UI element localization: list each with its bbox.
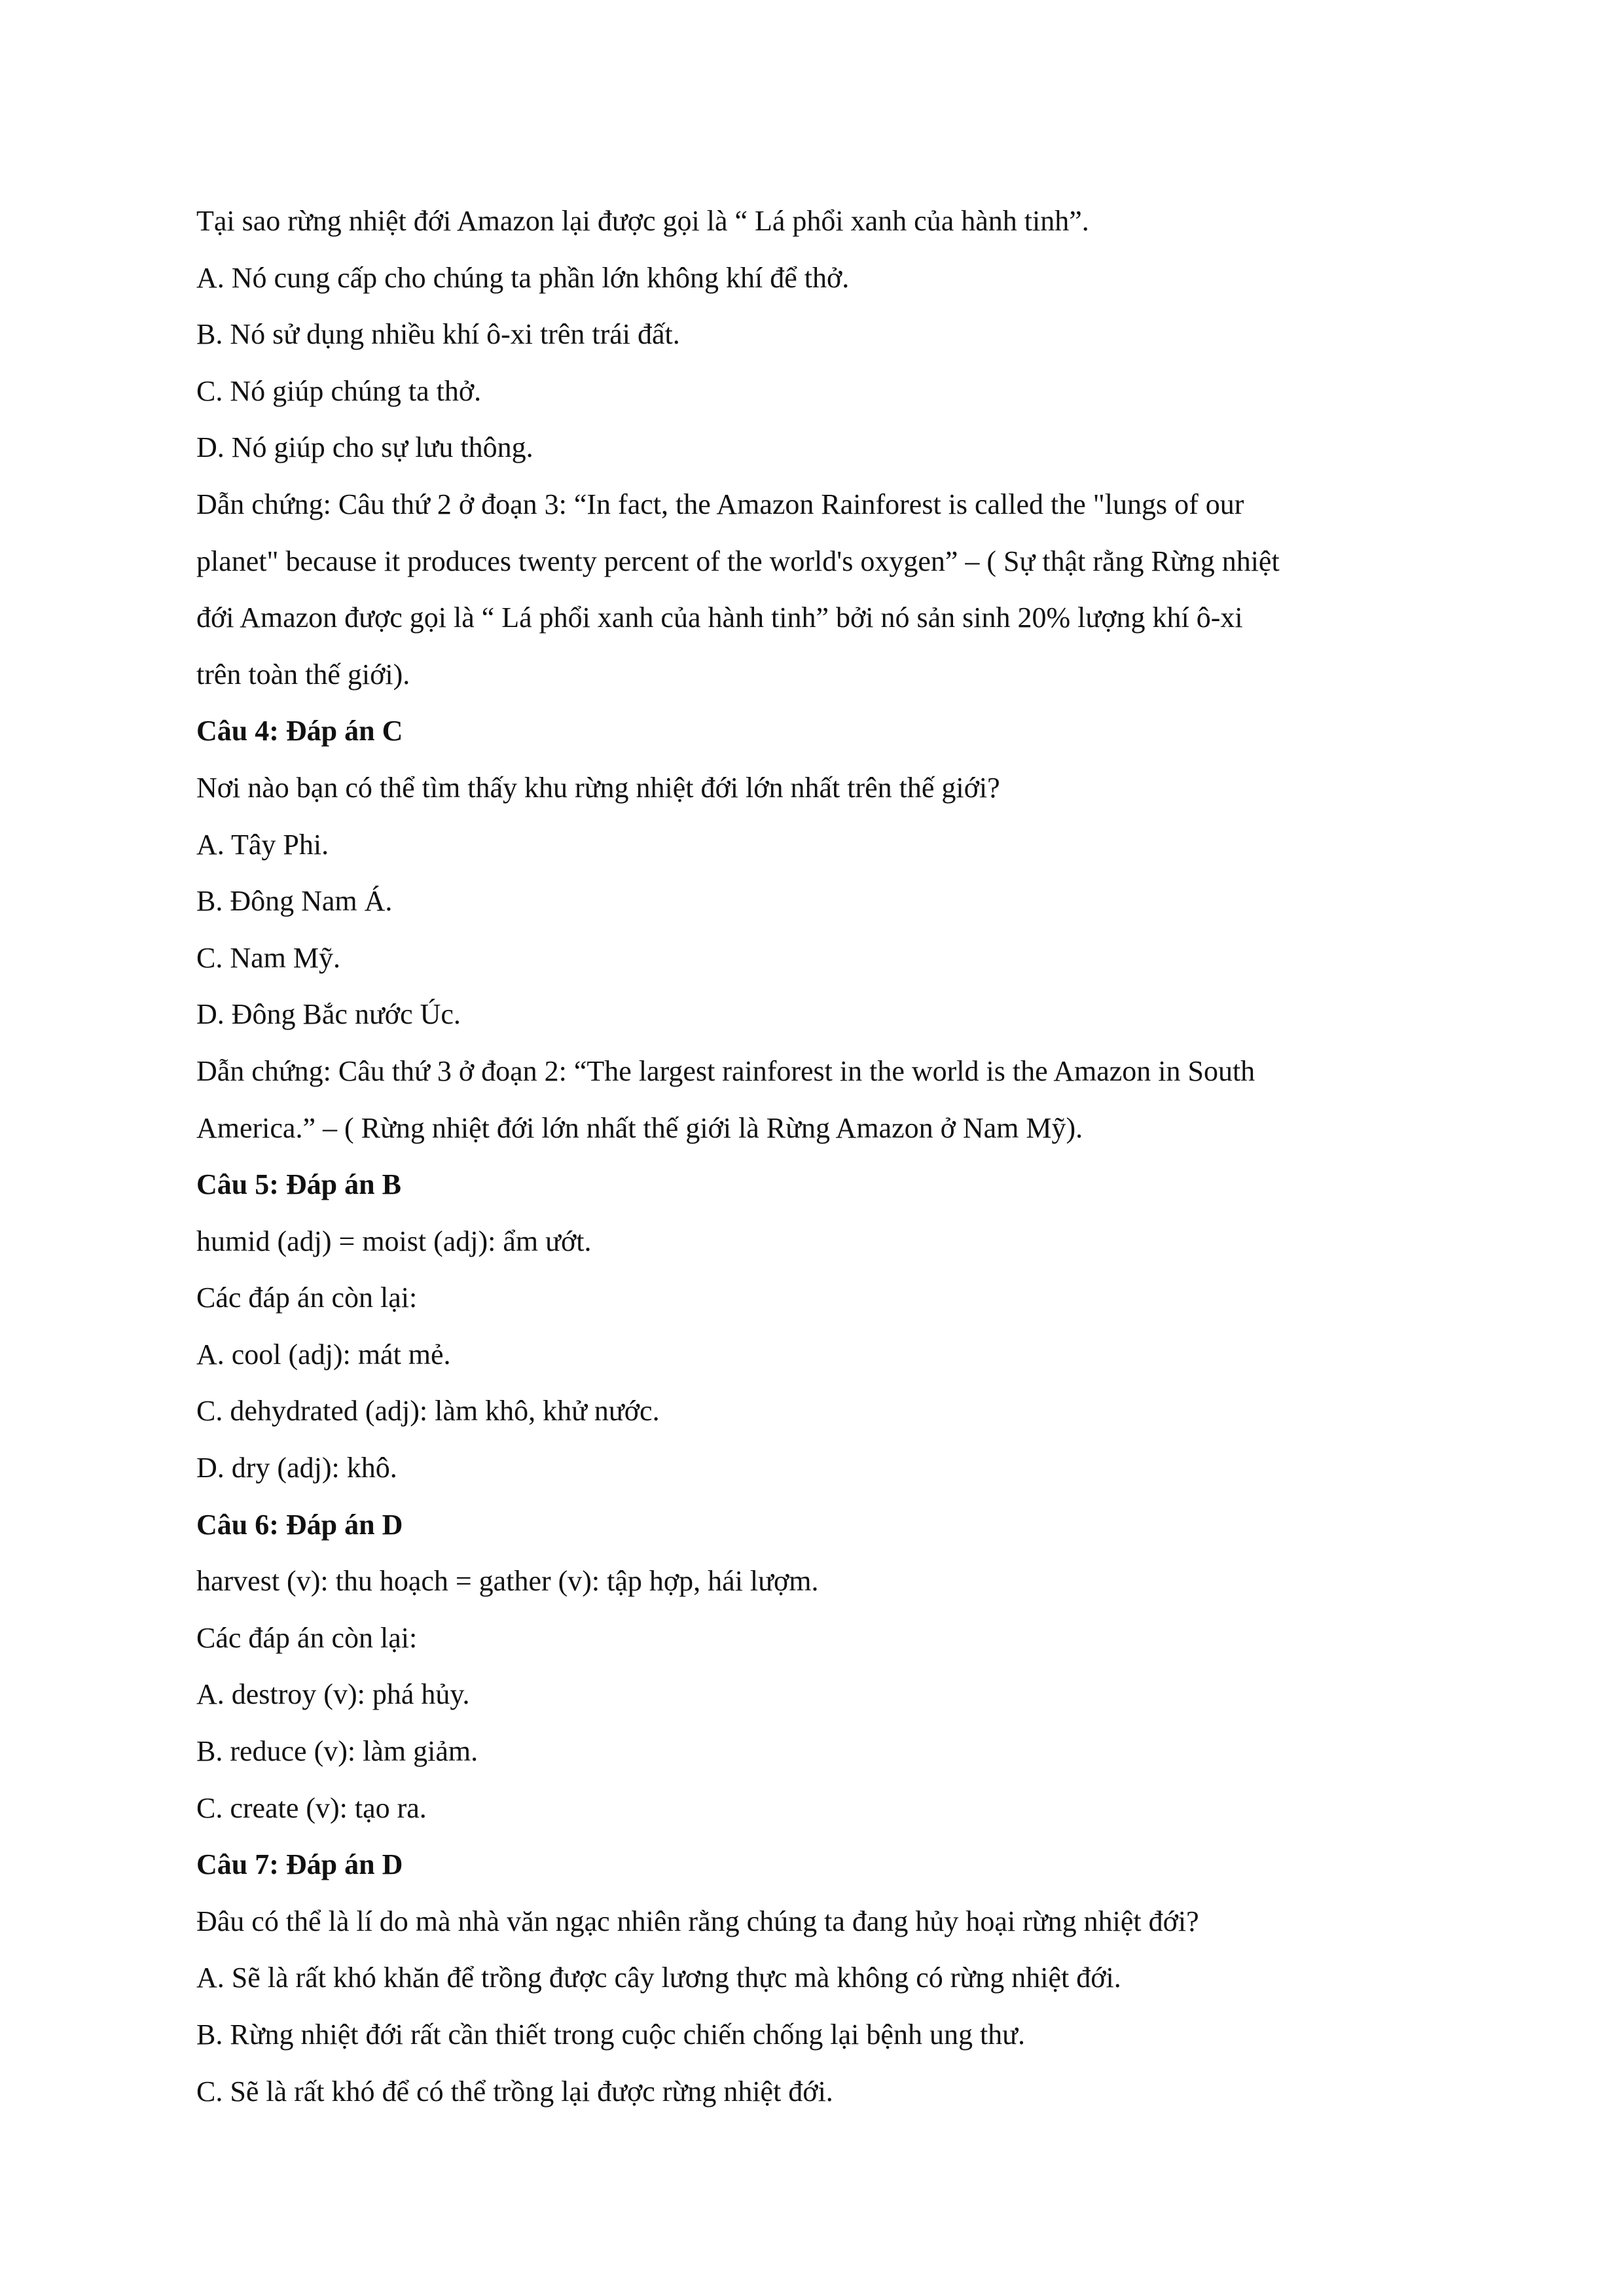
question-7-option-b: B. Rừng nhiệt đới rất cần thiết trong cuộc chiến chống lại bệnh ung thư.	[196, 2018, 1026, 2051]
question-7-heading: Câu 7: Đáp án D	[196, 1848, 403, 1881]
question-7-section	[196, 1837, 1440, 2120]
question-3-option-c: C. Nó giúp chúng ta thở.	[196, 374, 482, 407]
question-5-other-option: A. cool (adj): mát mẻ.	[196, 1338, 451, 1371]
question-3-prompt: Tại sao rừng nhiệt đới Amazon lại được gọi là “ Lá phổi xanh của hành tinh”.	[196, 205, 1089, 237]
document-page	[196, 193, 1440, 2120]
question-7-option-a: A. Sẽ là rất khó khăn để trồng được cây lương thực mà không có rừng nhiệt đới.	[196, 1962, 1121, 1994]
question-4-option-a: A. Tây Phi.	[196, 828, 329, 861]
question-6-other-option: A. destroy (v): phá hủy.	[196, 1678, 470, 1711]
question-6-heading: Câu 6: Đáp án D	[196, 1508, 403, 1541]
question-6-other-option: B. reduce (v): làm giảm.	[196, 1735, 478, 1768]
question-5-remaining-label: Các đáp án còn lại:	[196, 1282, 418, 1314]
question-4-option-b: B. Đông Nam Á.	[196, 885, 393, 918]
question-4-prompt: Nơi nào bạn có thể tìm thấy khu rừng nhiệt đới lớn nhất trên thế giới?	[196, 771, 1000, 804]
question-3-option-a: A. Nó cung cấp cho chúng ta phần lớn không khí để thở.	[196, 261, 850, 294]
question-6-other-option: C. create (v): tạo ra.	[196, 1791, 427, 1824]
question-4-heading: Câu 4: Đáp án C	[196, 715, 403, 747]
question-4-evidence-line: America.” – ( Rừng nhiệt đới lớn nhất thế giới là Rừng Amazon ở Nam Mỹ).	[196, 1111, 1083, 1144]
question-5-heading: Câu 5: Đáp án B	[196, 1168, 401, 1201]
question-5-other-option: C. dehydrated (adj): làm khô, khử nước.	[196, 1395, 660, 1427]
question-7-prompt: Đâu có thể là lí do mà nhà văn ngạc nhiên rằng chúng ta đang hủy hoại rừng nhiệt đới?	[196, 1905, 1199, 1937]
question-4-option-c: C. Nam Mỹ.	[196, 941, 340, 974]
question-3-option-d: D. Nó giúp cho sự lưu thông.	[196, 431, 533, 464]
question-6-section	[196, 1497, 1440, 1837]
question-3-evidence-line: trên toàn thế giới).	[196, 658, 410, 691]
question-3-evidence-line: planet" because it produces twenty percent of the world's oxygen” – ( Sự thật rằng Rừng nhiệt	[196, 545, 1280, 577]
question-6-definition: harvest (v): thu hoạch = gather (v): tập hợp, hái lượm.	[196, 1565, 819, 1598]
question-3-section	[196, 193, 1440, 703]
question-3-option-b: B. Nó sử dụng nhiều khí ô-xi trên trái đất.	[196, 318, 680, 351]
question-5-other-option: D. dry (adj): khô.	[196, 1452, 397, 1484]
question-4-section	[196, 703, 1440, 1157]
question-7-option-c: C. Sẽ là rất khó để có thể trồng lại được rừng nhiệt đới.	[196, 2075, 833, 2108]
question-6-remaining-label: Các đáp án còn lại:	[196, 1621, 418, 1654]
question-3-evidence-line: đới Amazon được gọi là “ Lá phổi xanh của hành tinh” bởi nó sản sinh 20% lượng khí ô-xi	[196, 601, 1243, 634]
question-4-evidence-line: Dẫn chứng: Câu thứ 3 ở đoạn 2: “The largest rainforest in the world is the Amazon in South	[196, 1054, 1255, 1087]
question-5-section	[196, 1157, 1440, 1497]
question-3-evidence-line: Dẫn chứng: Câu thứ 2 ở đoạn 3: “In fact, the Amazon Rainforest is called the "lungs of our	[196, 488, 1244, 520]
question-5-definition: humid (adj) = moist (adj): ẩm ướt.	[196, 1225, 592, 1257]
question-4-option-d: D. Đông Bắc nước Úc.	[196, 998, 461, 1031]
